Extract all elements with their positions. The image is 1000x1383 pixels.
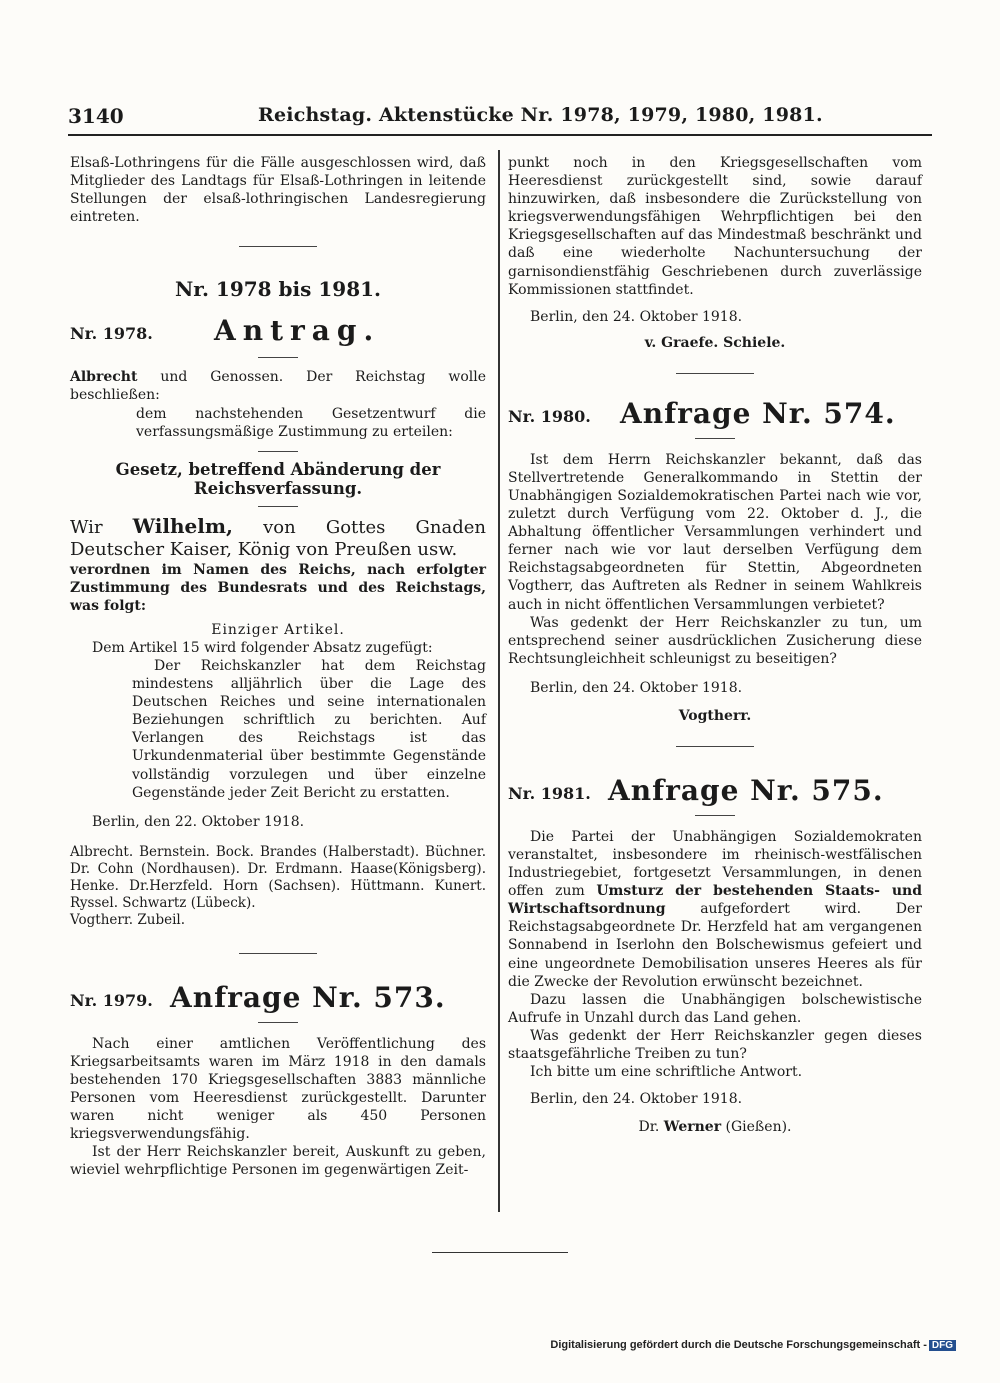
law-title: Gesetz, betreffend Abänderung der Reichsverfassung. xyxy=(115,459,441,498)
credit-text: Digitalisierung gefördert durch die Deutsche Forschungsgemeinschaft - xyxy=(550,1339,927,1351)
header-title: Reichstag. Aktenstücke Nr. 1978, 1979, 1980, 1981. xyxy=(258,104,823,126)
antrag-motion: dem nachstehenden Gesetzentwurf die verfassungsmäßige Zustimmung zu erteilen: xyxy=(136,405,486,440)
nr1980-label: Nr. 1980. xyxy=(508,406,591,426)
sig-prefix: Dr. xyxy=(638,1119,664,1136)
nr1978-label: Nr. 1978. xyxy=(70,324,153,344)
date-1981: Berlin, den 24. Oktober 1918. xyxy=(530,1091,743,1108)
nr1980-heading xyxy=(508,390,922,430)
anfrage-575-p3: Was gedenkt der Herr Reichskanzler gegen dieses staatsgefährliche Treiben zu tun? xyxy=(508,1027,922,1062)
signature-1980: Vogtherr. xyxy=(678,707,752,724)
intro-paragraph: Elsaß-Lothringens für die Fälle ausgeschlossen wird, daß Mitglieder des Landtags für Elsaß-Lothringen in leitende Stellungen der elsaß-lothringischen Landesregierung eintreten. xyxy=(70,155,486,226)
enactment-formula xyxy=(70,515,486,561)
dfg-logo: DFG xyxy=(929,1340,956,1351)
anfrage-573-p1: Nach einer amtlichen Veröffentlichung des Kriegsarbeitsamts waren im März 1918 in den damals bestehenden 170 Kriegsgesellschaften 3883 männliche Personen vom Heeresdienst zurückgestellt. Darunter waren nicht weniger als 450 Personen kriegsverwendungsfähig. xyxy=(70,1035,486,1143)
anfrage-575-p4: Ich bitte um eine schriftliche Antwort. xyxy=(530,1064,803,1081)
antrag-rest: und Genossen. Der Reichstag wolle beschließen: xyxy=(70,369,486,404)
nr1979-label: Nr. 1979. xyxy=(70,990,153,1010)
closing-rule xyxy=(432,1252,568,1253)
emperor-name: Wilhelm, xyxy=(132,513,233,538)
right-column xyxy=(508,154,922,1135)
anfrage-575-text-a: Die Partei der Unabhängigen Sozialdemokraten veranstaltet, insbesondere im rheinisch-westfälischen Industriegebiet, fortgesetzt Versammlungen, in denen offen zum xyxy=(508,828,922,900)
sig-name: Werner xyxy=(663,1119,722,1136)
date-1978: Berlin, den 22. Oktober 1918. xyxy=(92,813,305,830)
left-column xyxy=(70,154,486,1179)
nr1978-heading xyxy=(70,307,486,347)
date-1980: Berlin, den 24. Oktober 1918. xyxy=(530,679,743,696)
wir-text-2: von Gottes Gnaden Deutscher Kaiser, König von Preußen usw. xyxy=(70,516,486,560)
signatories-1978-last: Vogtherr. Zubeil. xyxy=(70,911,186,928)
nr1981-label: Nr. 1981. xyxy=(508,783,591,803)
signature-1979: v. Graefe. Schiele. xyxy=(644,334,786,351)
anfrage-575-emphasis: Umsturz der bestehenden Staats- und Wirtschaftsordnung xyxy=(508,883,922,918)
anfrage-575-text-c: aufgefordert wird. Der Reichstagsabgeordnete Dr. Herzfeld hat am vergangenen Sonnabend in Iserlohn den Bolschewismus gefeiert und eine ungeordnete Demobilisation unseres Heeres als für die Zwecke der Revolution erwünscht bezeichnet. xyxy=(508,901,922,990)
sig-suffix: (Gießen). xyxy=(721,1119,792,1136)
amendment-text: Der Reichskanzler hat dem Reichstag mindestens alljährlich über die Lage des Deutschen Reiches und seine internationalen Beziehungen schriftlich zu berichten. Auf Verlangen des Reichstags ist das Urkundenmaterial über bestimmte Gegenstände vollständig vorzulegen und über einzelne Gegenstände jeder Zeit Bericht zu erstatten. xyxy=(132,657,486,801)
nr1978-title: Antrag. xyxy=(214,314,381,348)
anfrage-573-p2: Ist der Herr Reichskanzler bereit, Auskunft zu geben, wieviel wehrpflichtige Personen im gegenwärtigen Zeit- xyxy=(70,1144,486,1179)
anfrage-574-p2: Was gedenkt der Herr Reichskanzler zu tun, um entsprechend seiner ausdrücklichen Zusicherung diese Rechtsungleichheit schleunigst zu beseitigen? xyxy=(508,614,922,667)
antrag-paragraph xyxy=(70,368,486,404)
date-1979: Berlin, den 24. Oktober 1918. xyxy=(530,308,743,325)
einziger-artikel: Einziger Artikel. xyxy=(211,621,345,638)
antrag-lead: Albrecht xyxy=(70,369,138,386)
nr1981-heading xyxy=(508,767,922,807)
verordnen-line: verordnen im Namen des Reichs, nach erfolgter Zustimmung des Bundesrats und des Reichstags, was folgt: xyxy=(70,561,486,614)
running-header xyxy=(68,104,932,136)
nr1979-heading xyxy=(70,974,486,1014)
signatories-1978: Albrecht. Bernstein. Bock. Brandes (Halberstadt). Büchner. Dr. Cohn (Nordhausen). Dr. Erdmann. Haase(Königsberg). Henke. Dr.Herzfeld. Horn (Sachsen). Hüttmann. Kunert. Ryssel. Schwartz (Lübeck). xyxy=(70,843,486,911)
anfrage-575-p1 xyxy=(508,828,922,991)
anfrage-575-p2: Dazu lassen die Unabhängigen bolschewistische Aufrufe in Unzahl durch das Land gehen. xyxy=(508,991,922,1026)
page-number: 3140 xyxy=(68,104,124,128)
anfrage-574-p1: Ist dem Herrn Reichskanzler bekannt, daß das Stellvertretende Generalkommando in Stettin der Unabhängigen Sozialdemokratischen Partei nach wie vor, zuletzt durch Verfügung vom 22. Oktober d. J., die Abhaltung öffentlicher Versammlungen verhindert und ferner nach wie vor laut derselben Verfügung dem Reichstagsabgeordneten für Stettin, Abgeordneten Vogtherr, das Auftreten als Redner in seinem Wahlkreis auch in nicht öffentlichen Versammlungen verbietet? xyxy=(508,451,922,613)
nr1980-title: Anfrage Nr. 574. xyxy=(620,396,896,430)
nr1981-title: Anfrage Nr. 575. xyxy=(608,773,884,807)
anfrage-573-continuation: punkt noch in den Kriegsgesellschaften vom Heeresdienst zurückgestellt sind, sowie darauf hinzuwirken, daß insbesondere die Zurückstellung von kriegsverwendungsfähigen Wehrpflichtigen bei den Kriegsgesellschaften auf das Mindestmaß beschränkt und daß eine wiederholte Nachuntersuchung der garnisondienstfähig Geschriebenen durch zuverlässige Kommissionen stattfindet. xyxy=(508,155,922,298)
artikel-intro: Dem Artikel 15 wird folgender Absatz zugefügt: xyxy=(92,639,433,656)
range-title: Nr. 1978 bis 1981. xyxy=(175,277,381,302)
nr1979-title: Anfrage Nr. 573. xyxy=(170,980,446,1014)
digitization-credit xyxy=(550,1339,956,1351)
signature-1981 xyxy=(508,1119,922,1135)
wir-text: Wir xyxy=(70,516,133,538)
column-divider xyxy=(498,150,500,1212)
